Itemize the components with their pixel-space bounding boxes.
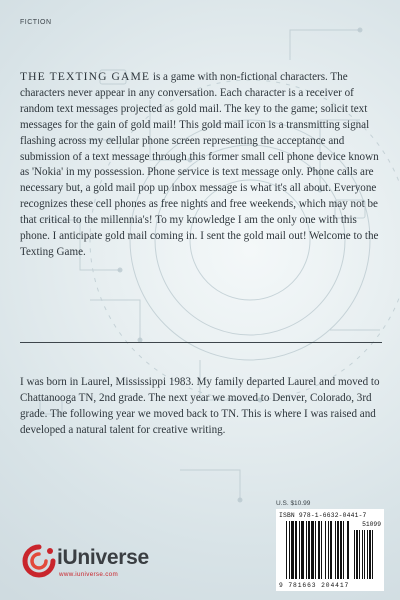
section-divider — [20, 342, 382, 343]
author-bio: I was born in Laurel, Mississippi 1983. My family departed Laurel and moved to Chattanooga TN, 2nd grade. The next year we moved to Denver, Colorado, 3rd grade. The following year we moved back to TN. This is where I was raised and developed a natural talent for creative writing. — [20, 376, 380, 436]
publisher-name: iUniverse — [57, 546, 149, 569]
blurb-paragraph — [20, 69, 382, 261]
barcode-number: 9 781663 204417 — [279, 582, 350, 589]
publisher-url: www.iuniverse.com — [59, 571, 118, 578]
blurb-title: THE TEXTING GAME — [20, 70, 151, 83]
barcode-addon-number: 51099 — [362, 521, 381, 528]
publisher-logo — [22, 544, 192, 582]
iuniverse-swirl-icon — [22, 544, 56, 578]
genre-label: FICTION — [20, 19, 52, 26]
isbn-number: ISBN 978-1-6632-0441-7 — [279, 512, 367, 519]
price-barcode-block — [276, 500, 384, 591]
blurb-text: is a game with non-fictional characters. The characters never appear in any conversation. Each character is a receiver of random text messages projected as gold mail. The key to the game; solicit text messages for the gain of gold mail! This gold mail icon is a transmitting signal flashing across my cellular phone screen representing the acceptance and submission of a text message through this former small cell phone device known as 'Nokia' in my possession. Phone service is text message only. Phone calls are necessary but, a gold mail pop up inbox message is what it's all about. Everyone recognizes these cell phones as free nights and free weekends, which may not be that critical to the millennia's! To my knowledge I am the only one with this phone. I anticipate gold mail coming in. I sent the gold mail out! Welcome to the Texting Game. — [20, 71, 379, 258]
price-label: U.S. $10.99 — [276, 500, 311, 507]
barcode — [276, 509, 384, 591]
